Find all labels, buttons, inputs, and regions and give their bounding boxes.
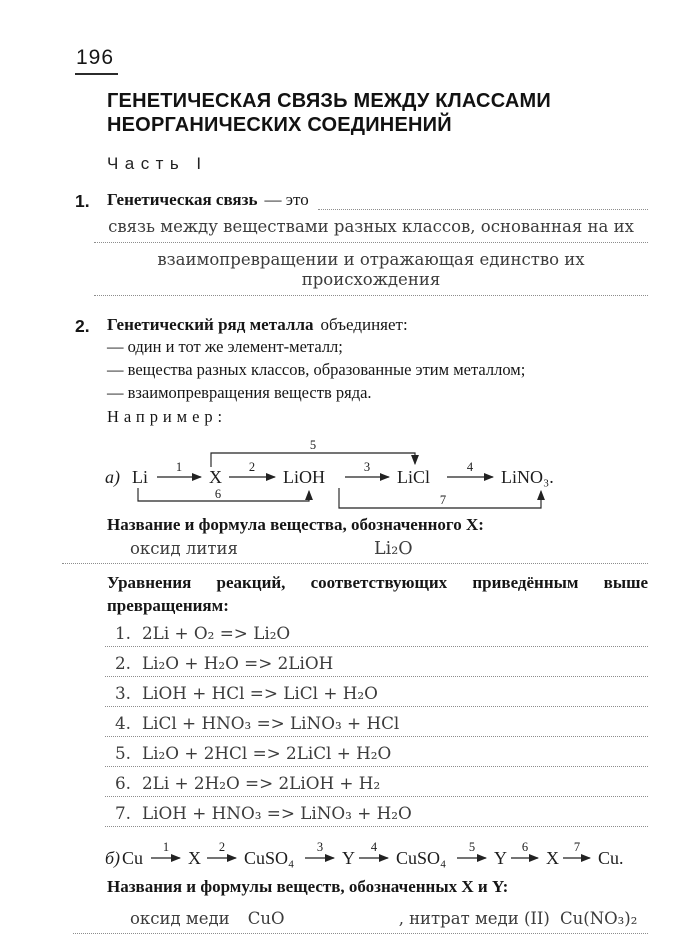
arrow-1-number: 1 bbox=[175, 460, 183, 474]
loop-arrow-5 bbox=[211, 453, 415, 467]
x-answer-row bbox=[62, 539, 648, 564]
diagram-a-node-lino3: LiNO₃. bbox=[501, 467, 554, 487]
arrow-b1-number: 1 bbox=[162, 840, 170, 854]
part-label: Часть I bbox=[107, 154, 208, 173]
diagram-a-node-x: X bbox=[209, 467, 222, 487]
x-caption: Название и формула вещества, обозначенного X: bbox=[107, 515, 484, 534]
arrow-b6-number: 6 bbox=[521, 840, 529, 854]
question-2-body bbox=[107, 315, 648, 934]
example-label: Например: bbox=[107, 407, 228, 426]
question-1 bbox=[75, 190, 648, 296]
diagram-b-label: б) bbox=[105, 848, 121, 868]
arrow-4-number: 4 bbox=[466, 460, 474, 474]
equation-number: 6. bbox=[115, 773, 132, 793]
page-title bbox=[107, 89, 648, 137]
equation-row-7 bbox=[105, 797, 648, 827]
arrow-b3-number: 3 bbox=[316, 840, 324, 854]
diagram-b-node-x1: X bbox=[188, 848, 201, 868]
equation-row-6 bbox=[105, 767, 648, 797]
question-1-term: Генетическая связь bbox=[107, 190, 258, 209]
equation-row-1 bbox=[105, 617, 648, 647]
question-1-intro bbox=[107, 190, 648, 210]
diagram-a-node-li: Li bbox=[132, 467, 148, 487]
equation-number: 4. bbox=[115, 713, 132, 733]
diagram-b-node-cuso4a: CuSO₄ bbox=[244, 848, 295, 868]
bullet-item: — взаимопревращения веществ ряда. bbox=[107, 383, 372, 402]
equation-row-5 bbox=[105, 737, 648, 767]
diagram-b-node-x2: X bbox=[546, 848, 559, 868]
diagram-b-node-cu: Cu bbox=[122, 848, 144, 868]
loop-5-number: 5 bbox=[309, 438, 317, 452]
question-1-answer-line2: взаимопревращении и отражающая единство их происхождения bbox=[94, 250, 648, 296]
arrow-b2-number: 2 bbox=[218, 840, 226, 854]
xy-answer-name2: нитрат меди (II) bbox=[409, 909, 550, 928]
diagram-a-node-licl: LiCl bbox=[397, 467, 431, 487]
xy-answer-row bbox=[73, 909, 648, 934]
bullet-item: — один и тот же элемент-металл; bbox=[107, 337, 343, 356]
question-1-answer-line1: связь между веществами разных классов, основанная на их bbox=[94, 217, 648, 243]
reaction-chain-diagram-a bbox=[105, 431, 650, 513]
equation-text: Li₂O + H₂O => 2LiOH bbox=[142, 653, 334, 673]
arrow-b5-number: 5 bbox=[468, 840, 476, 854]
question-1-number: 1. bbox=[75, 191, 90, 211]
diagram-b-node-cuso4b: CuSO₄ bbox=[396, 848, 447, 868]
blank-fill-line bbox=[318, 195, 648, 210]
page-number: 196 bbox=[75, 46, 118, 75]
question-1-body bbox=[107, 190, 648, 296]
diagram-b-node-cu-end: Cu. bbox=[598, 848, 624, 868]
equation-row-2 bbox=[105, 647, 648, 677]
arrow-b4-number: 4 bbox=[370, 840, 378, 854]
equation-row-3 bbox=[105, 677, 648, 707]
arrow-3-number: 3 bbox=[363, 460, 371, 474]
equation-number: 1. bbox=[115, 623, 132, 643]
xy-answer-separator: , bbox=[398, 909, 404, 928]
xy-answer-formula2: Cu(NO₃)₂ bbox=[560, 909, 638, 928]
equation-number: 2. bbox=[115, 653, 132, 673]
diagram-a-label: а) bbox=[105, 467, 120, 487]
reaction-chain-diagram-b bbox=[105, 839, 650, 873]
equation-number: 7. bbox=[115, 803, 132, 823]
arrow-2-number: 2 bbox=[248, 460, 256, 474]
equation-text: LiCl + HNO₃ => LiNO₃ + HCl bbox=[142, 713, 400, 733]
loop-6-number: 6 bbox=[214, 487, 222, 501]
equation-number: 3. bbox=[115, 683, 132, 703]
question-2 bbox=[75, 315, 648, 934]
x-answer-name: оксид лития bbox=[130, 539, 238, 558]
equations-caption: Уравнения реакций, соответствующих приведённым выше превращениям: bbox=[107, 573, 648, 615]
loop-arrow-6 bbox=[138, 488, 309, 501]
page-title-line2: НЕОРГАНИЧЕСКИХ СОЕДИНЕНИЙ bbox=[107, 114, 452, 136]
equation-text: 2Li + 2H₂O => 2LiOH + H₂ bbox=[142, 773, 381, 793]
equation-text: LiOH + HCl => LiCl + H₂O bbox=[142, 683, 378, 703]
question-2-intro bbox=[107, 315, 648, 335]
question-1-intro-rest: — это bbox=[264, 190, 309, 209]
bullet-item: — вещества разных классов, образованные этим металлом; bbox=[107, 360, 526, 379]
diagram-b-node-y2: Y bbox=[494, 848, 507, 868]
xy-caption: Названия и формулы веществ, обозначенных X и Y: bbox=[107, 877, 509, 896]
xy-answer-formula1: CuO bbox=[247, 909, 285, 928]
xy-answer-name1: оксид меди bbox=[130, 909, 230, 928]
arrow-b7-number: 7 bbox=[573, 840, 581, 854]
x-answer-formula: Li₂O bbox=[374, 539, 413, 559]
equation-row-4 bbox=[105, 707, 648, 737]
equation-text: Li₂O + 2HCl => 2LiCl + H₂O bbox=[142, 743, 392, 763]
equation-number: 5. bbox=[115, 743, 132, 763]
page-title-line1: ГЕНЕТИЧЕСКАЯ СВЯЗЬ МЕЖДУ КЛАССАМИ bbox=[107, 90, 551, 112]
question-2-intro-rest: объединяет: bbox=[320, 315, 408, 334]
loop-7-number: 7 bbox=[439, 493, 447, 507]
equation-text: LiOH + HNO₃ => LiNO₃ + H₂O bbox=[142, 803, 412, 823]
equation-text: 2Li + O₂ => Li₂O bbox=[142, 623, 291, 643]
question-2-term: Генетический ряд металла bbox=[107, 315, 314, 334]
diagram-a-node-lioh: LiOH bbox=[283, 467, 325, 487]
question-2-number: 2. bbox=[75, 316, 90, 336]
diagram-b-node-y1: Y bbox=[342, 848, 355, 868]
